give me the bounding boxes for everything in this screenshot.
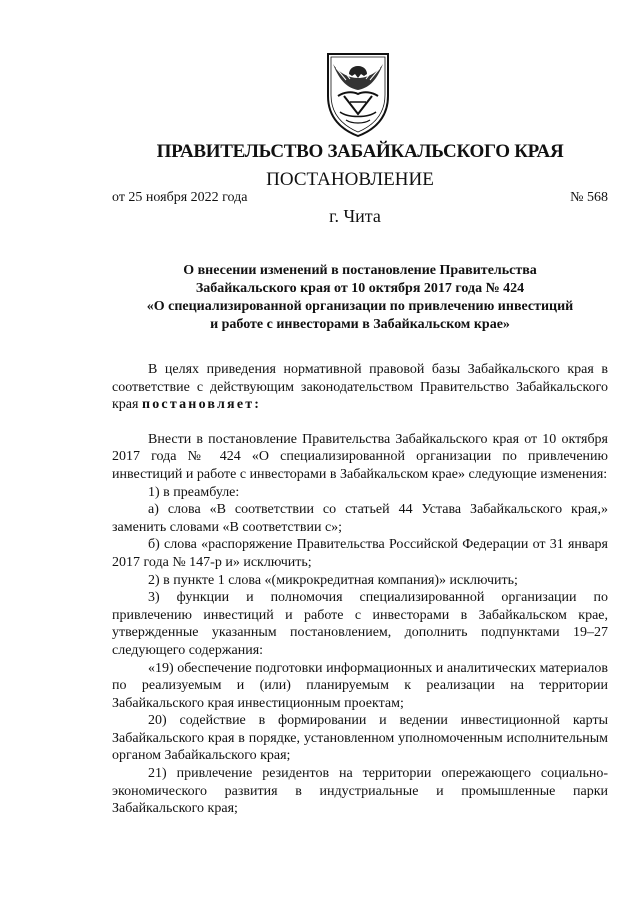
document-body	[112, 361, 608, 818]
title-line: О внесении изменений в постановление Правительства	[183, 263, 537, 278]
paragraph: 21) привлечение резидентов на территории опережающего социально-экономического развития в индустриальные и промышленные парки Забайкальского края;	[112, 766, 608, 817]
document-title	[112, 262, 608, 334]
government-name: ПРАВИТЕЛЬСТВО ЗАБАЙКАЛЬСКОГО КРАЯ	[156, 141, 564, 162]
paragraph: 20) содействие в формировании и ведении инвестиционной карты Забайкальского края в порядке, установленном уполномоченным исполнительным органом Забайкальского края;	[112, 713, 608, 764]
paragraph: 1) в преамбуле:	[148, 484, 240, 500]
document-city: г. Чита	[329, 206, 381, 226]
decree-word: постановляет:	[141, 397, 262, 413]
paragraph: б) слова «распоряжение Правительства Российской Федерации от 31 января 2017 года № 147-р и» исключить;	[112, 537, 608, 570]
title-line: «О специализированной организации по привлечению инвестиций	[146, 299, 574, 314]
coat-of-arms-icon	[322, 52, 394, 138]
title-line: Забайкальского края от 10 октября 2017 года № 424	[195, 281, 525, 296]
paragraph: Внести в постановление Правительства Забайкальского края от 10 октября 2017 года № 424 «О специализированной организации по привлечению инвестиций и работе с инвесторами в Забайкальском крае» следующие изменения:	[112, 431, 608, 482]
document-type: ПОСТАНОВЛЕНИЕ	[266, 169, 434, 190]
paragraph: «19) обеспечение подготовки информационных и аналитических материалов по реализуемым и (или) планируемым к реализации на территории Забайкальского края инвестиционным проектам;	[112, 660, 608, 711]
title-line: и работе с инвесторами в Забайкальском крае»	[210, 317, 510, 332]
paragraph: 3) функции и полномочия специализированной организации по привлечению инвестиций и работе с инвесторами в Забайкальском крае, утвержденные указанным постановлением, дополнить подпунктами 19–27 следующего содержания:	[112, 590, 608, 658]
preamble-text: В целях приведения нормативной правовой базы Забайкальского края в соответствие с действующим законодательством Правительство Забайкальского края	[112, 362, 608, 413]
paragraph: а) слова «В соответствии со статьей 44 Устава Забайкальского края,» заменить словами «В соответствии с»;	[112, 502, 608, 535]
preamble-paragraph	[112, 361, 608, 414]
document-date: от 25 ноября 2022 года	[112, 190, 248, 205]
document-number: № 568	[570, 190, 608, 205]
paragraph: 2) в пункте 1 слова «(микрокредитная компания)» исключить;	[148, 572, 518, 588]
